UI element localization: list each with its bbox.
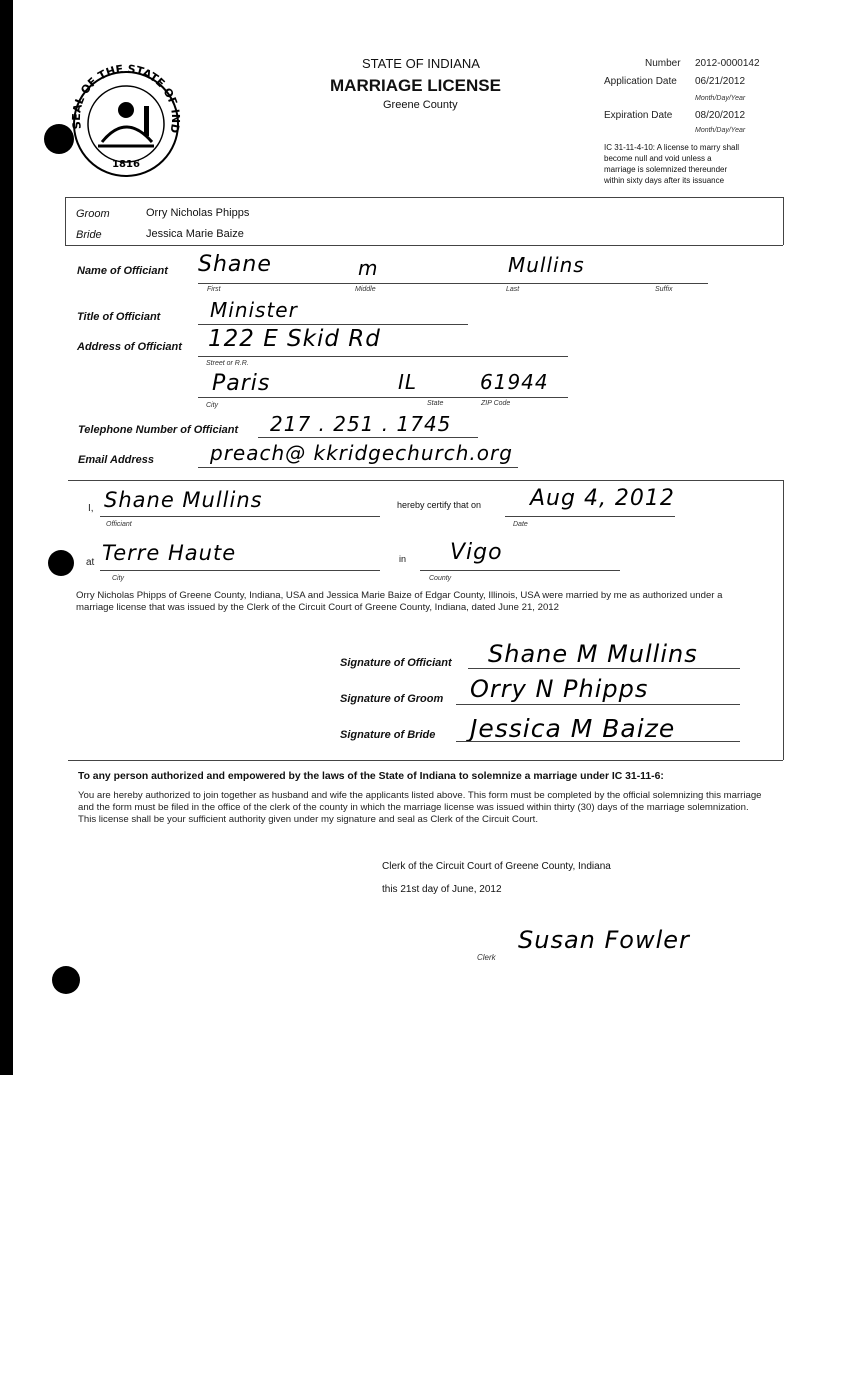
sig-bride-value: Jessica M Baize [470, 714, 676, 743]
ic-note-1: IC 31-11-4-10: A license to marry shall [604, 143, 740, 152]
sig-bride-line [456, 741, 740, 742]
seal-year: 1816 [112, 159, 140, 170]
sig-groom-label: Signature of Groom [340, 693, 444, 705]
page-title: MARRIAGE LICENSE [330, 76, 501, 95]
number-label: Number [645, 58, 681, 69]
officiant-email-label: Email Address [78, 454, 155, 466]
state-seal [62, 62, 190, 180]
seal-text: SEAL OF THE STATE OF IND [69, 62, 183, 135]
officiant-state-value: IL [398, 370, 418, 394]
cert-officiant-value: Shane Mullins [104, 488, 263, 512]
officiant-last: Mullins [508, 253, 585, 277]
officiant-zip-value: 61944 [480, 370, 549, 394]
cert-city-value: Terre Haute [102, 541, 237, 565]
cert-box-right [783, 480, 784, 760]
parties-box-bottom [65, 245, 783, 246]
punch-hole-middle [48, 550, 74, 576]
ic-note-2: become null and void unless a [604, 154, 712, 163]
cert-box-top [68, 480, 783, 481]
street-line [198, 356, 568, 357]
sig-groom-value: Orry N Phipps [470, 675, 649, 703]
ic-note-3: marriage is solemnized thereunder [604, 165, 728, 174]
first-caption: First [207, 286, 221, 293]
sig-bride-label: Signature of Bride [340, 729, 436, 741]
app-date-label: Application Date [604, 76, 677, 87]
zip-caption: ZIP Code [481, 400, 511, 407]
parties-box-top [65, 197, 783, 198]
officiant-phone-label: Telephone Number of Officiant [78, 424, 239, 436]
officiant-title-value: Minister [210, 298, 298, 322]
cert-date-value: Aug 4, 2012 [530, 486, 675, 511]
groom-value: Orry Nicholas Phipps [146, 207, 250, 219]
cert-county-caption: County [429, 575, 452, 582]
punch-hole-bottom [52, 966, 80, 994]
clerk-caption: Clerk [477, 953, 496, 962]
officiant-phone-value: 217 . 251 . 1745 [270, 412, 452, 436]
officiant-email-value: preach@ kkridgechurch.org [210, 441, 513, 465]
officiant-first: Shane [198, 252, 272, 277]
ic-note-4: within sixty days after its issuance [604, 176, 725, 185]
sig-groom-line [456, 704, 740, 705]
cert-i-prefix: I, [88, 503, 94, 514]
exp-date-value: 08/20/2012 [695, 110, 746, 121]
last-caption: Last [506, 286, 520, 293]
sig-officiant-value: Shane M Mullins [488, 640, 698, 668]
cert-officiant-caption: Officiant [106, 521, 132, 528]
state-caption: State [427, 400, 444, 407]
app-date-value: 06/21/2012 [695, 76, 746, 87]
groom-label: Groom [76, 208, 110, 220]
number-value: 2012-0000142 [695, 58, 760, 69]
sig-officiant-label: Signature of Officiant [340, 657, 452, 669]
officiant-title-label: Title of Officiant [77, 311, 161, 323]
cert-date-caption: Date [513, 521, 528, 528]
cert-in-text: in [399, 554, 407, 564]
bride-label: Bride [76, 229, 102, 241]
cert-county-value: Vigo [450, 540, 503, 565]
cert-city-caption: City [112, 575, 125, 582]
name-line [198, 283, 708, 284]
cert-date-line [505, 516, 675, 517]
street-caption: Street or R.R. [206, 360, 249, 367]
scan-edge-bar [0, 0, 13, 1075]
city-caption: City [206, 402, 219, 409]
cert-at-prefix: at [86, 557, 95, 568]
officiant-middle: m [358, 256, 379, 280]
state-heading: STATE OF INDIANA [362, 56, 480, 71]
clerk-signature: Susan Fowler [518, 926, 690, 954]
suffix-caption: Suffix [655, 286, 673, 293]
cert-city-line [100, 570, 380, 571]
authority-heading: To any person authorized and empowered by the laws of the State of Indiana to solemnize a marriage under IC 31-11-6: [78, 771, 664, 782]
exp-date-label: Expiration Date [604, 110, 673, 121]
cert-statement: Orry Nicholas Phipps of Greene County, Indiana, USA and Jessica Marie Baize of Edgar County, Illinois, USA were married by me as authorized under a marriage license that was issued by the Clerk of the Circuit Court of Greene County, Indiana, dated June 21, 2012 [76, 590, 723, 613]
state-seal-icon [62, 62, 190, 180]
exp-date-format: Month/Day/Year [695, 127, 746, 134]
app-date-format: Month/Day/Year [695, 95, 746, 102]
email-line [198, 467, 518, 468]
county-heading: Greene County [383, 99, 458, 111]
officiant-city-value: Paris [212, 371, 271, 396]
clerk-line: Clerk of the Circuit Court of Greene County, Indiana [382, 861, 611, 872]
clerk-date-line: this 21st day of June, 2012 [382, 884, 502, 895]
sig-officiant-line [468, 668, 740, 669]
cert-officiant-line [100, 516, 380, 517]
phone-line [258, 437, 478, 438]
parties-box-left [65, 197, 66, 245]
punch-hole-top [44, 124, 74, 154]
officiant-name-label: Name of Officiant [77, 265, 168, 277]
cert-box-bottom [68, 760, 783, 761]
authority-body: You are hereby authorized to join together as husband and wife the applicants listed above. This form must be completed by the official solemnizing this marriage and the form must be filed in the office of the clerk of the county in which the marriage license was issued within thirty (30) days of the marriage solemnization. This license shall be your sufficient authority given under my signature and seal as Clerk of the Circuit Court. [78, 790, 762, 825]
officiant-street-value: 122 E Skid Rd [208, 326, 381, 352]
bride-value: Jessica Marie Baize [146, 228, 244, 240]
officiant-address-label: Address of Officiant [77, 341, 182, 353]
title-line [198, 324, 468, 325]
cert-hereby-text: hereby certify that on [397, 500, 482, 510]
middle-caption: Middle [355, 286, 376, 293]
cert-county-line [420, 570, 620, 571]
city-line [198, 397, 568, 398]
parties-box-right [783, 197, 784, 245]
